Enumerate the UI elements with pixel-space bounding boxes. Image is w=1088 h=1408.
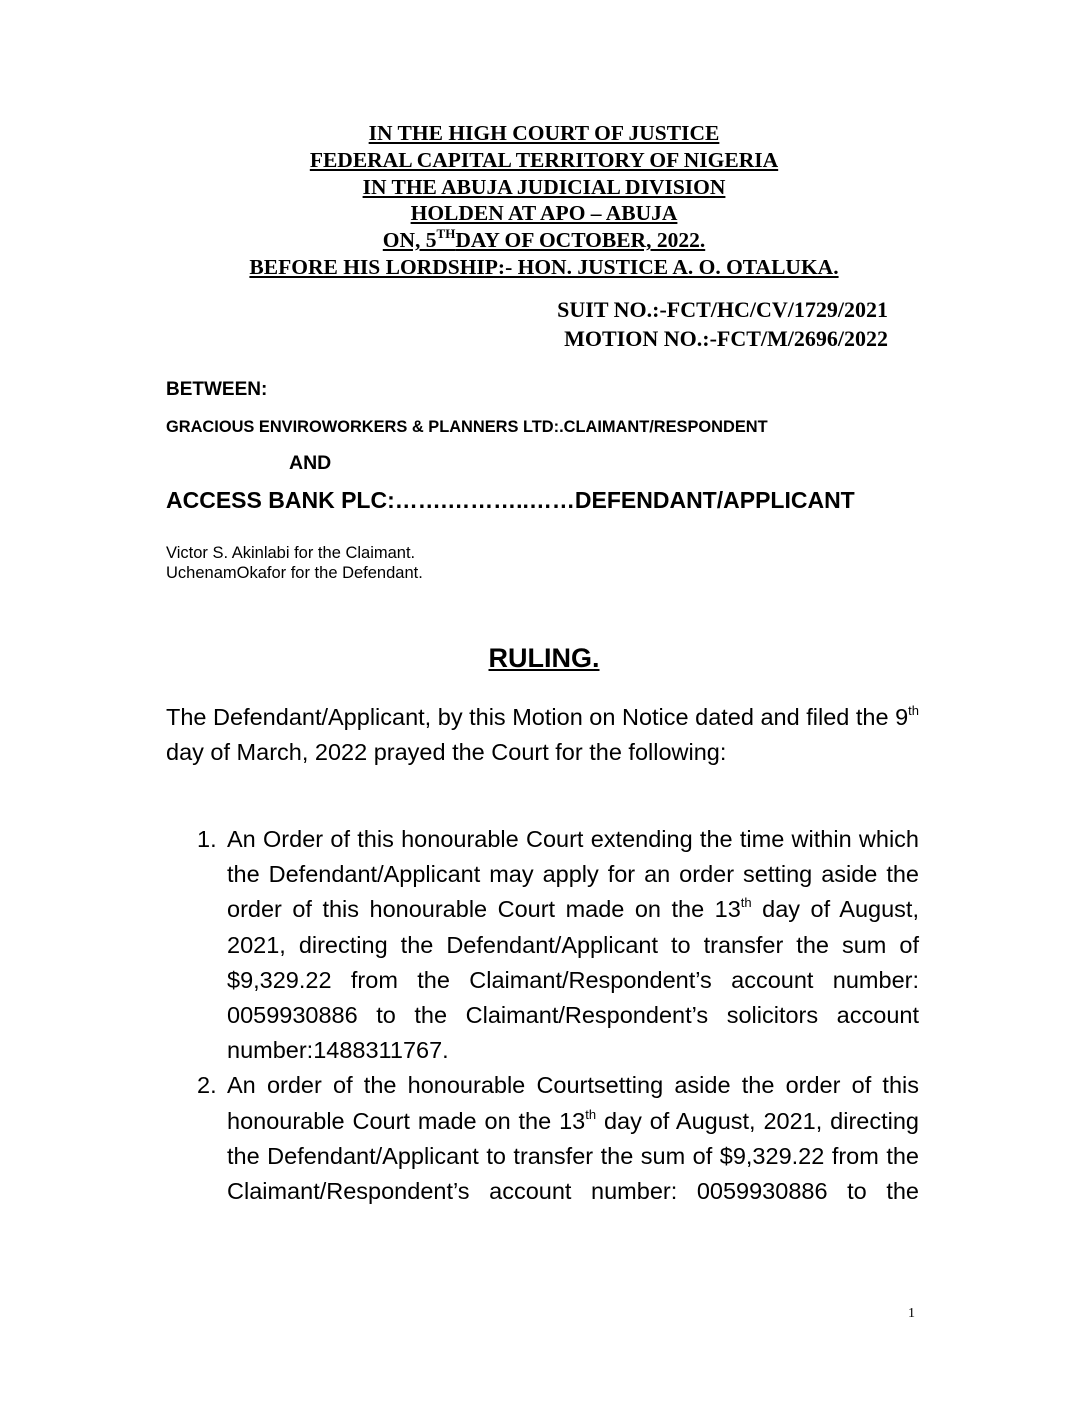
suit-number: SUIT NO.:-FCT/HC/CV/1729/2021 bbox=[557, 297, 888, 322]
item-text bbox=[227, 822, 919, 1033]
court-header bbox=[0, 120, 1088, 281]
ruling-title: RULING. bbox=[488, 643, 600, 673]
court-name: IN THE HIGH COURT OF JUSTICE bbox=[368, 121, 720, 145]
intro-ordinal: th bbox=[908, 703, 919, 718]
item-text bbox=[227, 1068, 919, 1209]
intro-text-2: day of March, 2022 prayed the Court for the following: bbox=[166, 739, 727, 766]
item-number: 2. bbox=[197, 1072, 217, 1099]
division: IN THE ABUJA JUDICIAL DIVISION bbox=[362, 174, 726, 199]
claimant-counsel: Victor S. Akinlabi for the Claimant. bbox=[166, 544, 416, 562]
item-ordinal: th bbox=[585, 1106, 597, 1122]
item-text-2: day of August, 2021, directing the Defendant/Applicant to transfer the sum of $9,329.22 from the Claimant/Respondent’s account number: 0059930886 to the Claimant/Respondent’s solicitors account bbox=[227, 896, 919, 1029]
judge-line: BEFORE HIS LORDSHIP:- HON. JUSTICE A. O. OTALUKA. bbox=[249, 254, 839, 279]
holden-at: HOLDEN AT APO – ABUJA bbox=[410, 201, 678, 226]
item-text-2: day of August, 2021, directing the Defendant/Applicant to transfer the sum of $9,329.22 from the Claimant/Respondent’s account number: 0059930886 to the bbox=[227, 1107, 919, 1205]
motion-number: MOTION NO.:-FCT/M/2696/2022 bbox=[564, 326, 888, 351]
intro-text-1: The Defendant/Applicant, by this Motion on Notice dated and filed the 9 bbox=[166, 704, 909, 730]
list-item bbox=[166, 1068, 919, 1209]
item-number: 1. bbox=[197, 826, 217, 852]
item-text-tail: number:1488311767. bbox=[227, 1037, 449, 1064]
list-item bbox=[166, 822, 919, 1068]
prayers-list bbox=[166, 822, 919, 1209]
item-ordinal: th bbox=[740, 895, 752, 911]
and-label: AND bbox=[289, 452, 332, 474]
item-text-1: An Order of this honourable Court extending the time within which the Defendant/Applicant may apply for an order setting aside the order of this honourable Court made on the 13 bbox=[227, 826, 919, 923]
claimant-party: GRACIOUS ENVIROWORKERS & PLANNERS LTD:.CLAIMANT/RESPONDENT bbox=[166, 418, 768, 436]
between-label: BETWEEN: bbox=[166, 379, 268, 400]
date-suffix: DAY OF OCTOBER, 2022. bbox=[455, 228, 706, 253]
item-text-1: An order of the honourable Courtsetting aside the order of this honourable Court made on the 13 bbox=[227, 1072, 919, 1134]
date-line bbox=[0, 227, 1088, 254]
date-prefix: ON, 5 bbox=[382, 228, 437, 253]
counsel-appearances bbox=[166, 543, 423, 583]
page-number: 1 bbox=[908, 1306, 915, 1321]
case-numbers bbox=[508, 295, 888, 353]
intro-paragraph bbox=[166, 700, 919, 770]
territory: FEDERAL CAPITAL TERRITORY OF NIGERIA bbox=[309, 147, 779, 172]
date-ordinal: TH bbox=[436, 226, 456, 242]
defendant-counsel: UchenamOkafor for the Defendant. bbox=[166, 564, 423, 582]
defendant-party: ACCESS BANK PLC:…….………..……DEFENDANT/APPLICANT bbox=[166, 487, 855, 513]
